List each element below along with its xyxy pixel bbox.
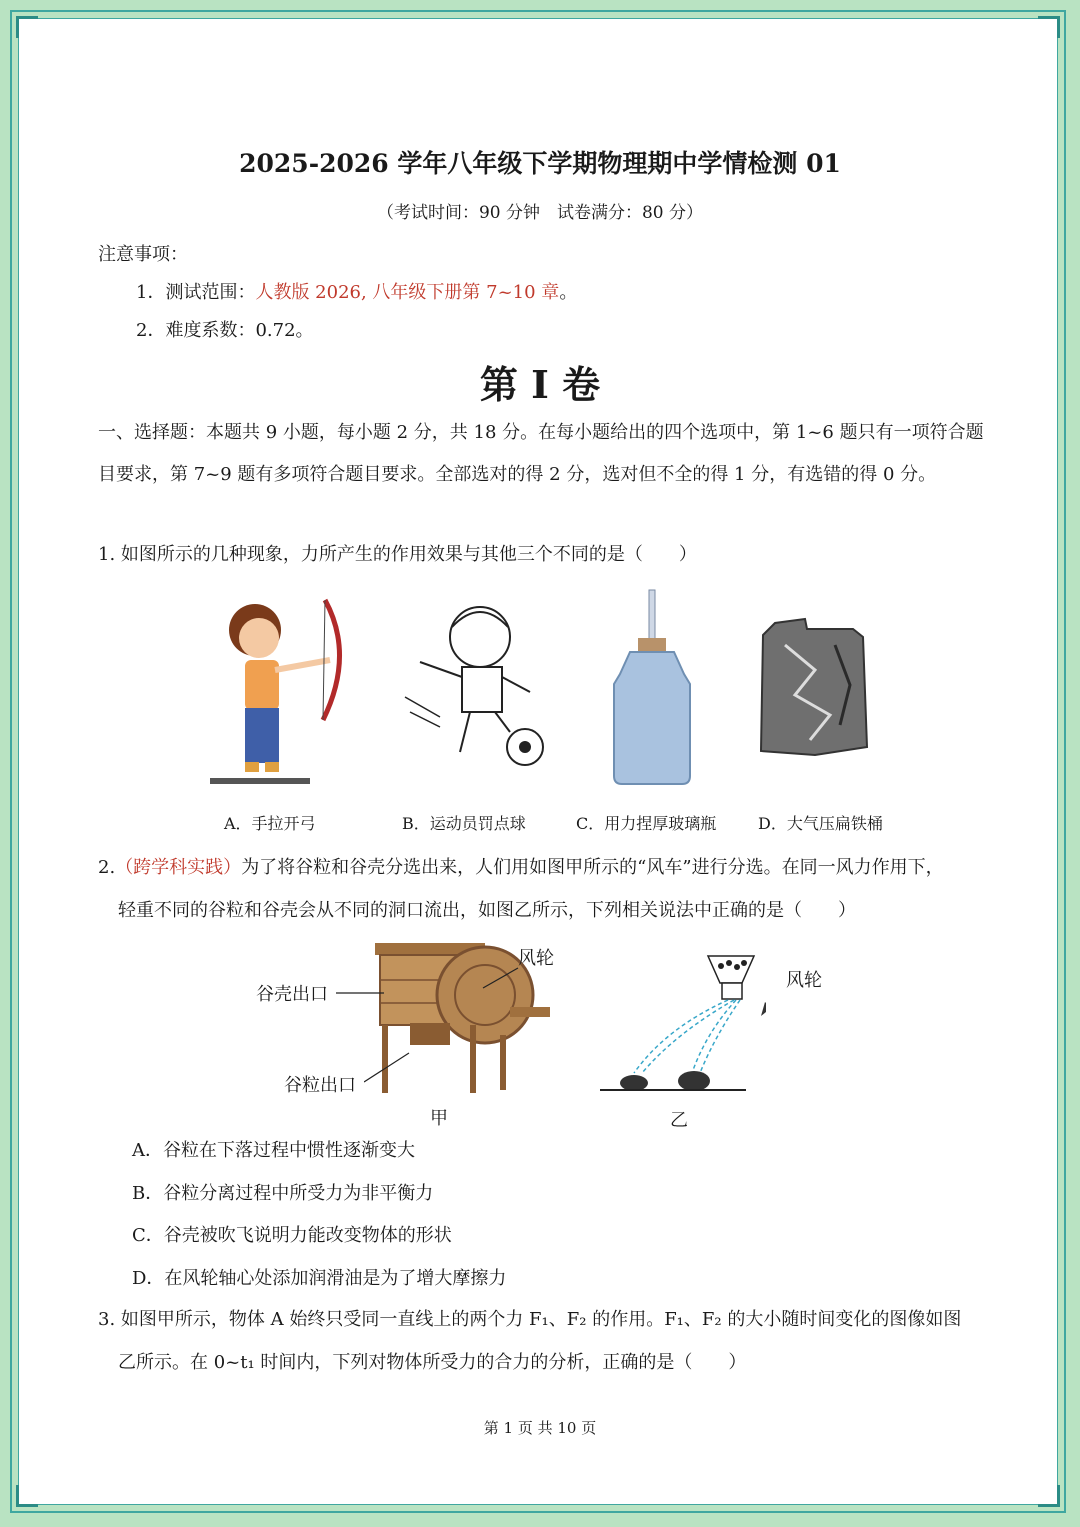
corner-ornament [16, 1485, 38, 1507]
note-item-1-scope: 人教版 2026, 八年级下册第 7~10 章 [255, 282, 560, 303]
label-wind-wheel: 风轮 [518, 948, 554, 969]
leader-line-wind-wheel [478, 966, 523, 991]
question-2-option-b: B．谷粒分离过程中所受力为非平衡力 [132, 1183, 434, 1204]
figure-label-jia: 甲 [430, 1108, 448, 1129]
glass-bottle-figure [610, 588, 695, 788]
question-3-stem-line1: 3. 如图甲所示，物体 A 始终只受同一直线上的两个力 F₁、F₂ 的作用。F₁、F₂ 的大小随时间变化的图像如图 [98, 1309, 962, 1330]
corner-ornament [16, 16, 38, 38]
leader-line-husk-outlet [336, 990, 386, 996]
question-3-stem-line2: 乙所示。在 0~t₁ 时间内，下列对物体所受力的合力的分析，正确的是（ ） [118, 1352, 747, 1373]
question-2-number: 2. [98, 857, 116, 878]
question-2-option-a: A．谷粒在下落过程中惯性逐渐变大 [132, 1140, 415, 1161]
label-husk-outlet: 谷壳出口 [256, 984, 328, 1005]
note-item-1-suffix: 。 [559, 282, 578, 303]
question-2-option-d: D．在风轮轴心处添加润滑油是为了增大摩擦力 [132, 1268, 507, 1289]
question-2-stem-line1 [98, 853, 944, 879]
note-item-1 [136, 278, 577, 304]
figure-label-yi: 乙 [670, 1110, 688, 1131]
corner-ornament [1038, 1485, 1060, 1507]
note-item-2: 2．难度系数：0.72。 [136, 320, 314, 341]
notes-heading: 注意事项： [98, 244, 188, 265]
boy-kicking-ball-figure [400, 592, 550, 772]
question-2-option-c: C．谷壳被吹飞说明力能改变物体的形状 [132, 1225, 452, 1246]
question-1-stem: 1. 如图所示的几种现象，力所产生的作用效果与其他三个不同的是（ ） [98, 544, 697, 565]
page-footer: 第 1 页 共 10 页 [483, 1419, 597, 1437]
note-item-1-prefix: 1．测试范围： [136, 282, 256, 303]
question-2-tag: （跨学科实践） [115, 857, 242, 878]
corner-ornament [1038, 16, 1060, 38]
label-grain-outlet: 谷粒出口 [284, 1075, 356, 1096]
q1-caption-c: C．用力捏厚玻璃瓶 [576, 814, 717, 833]
section-instructions: 一、选择题：本题共 9 小题，每小题 2 分，共 18 分。在每小题给出的四个选项中，第 1~6 题只有一项符合题目要求，第 7~9 题有多项符合题目要求。全部选对的得 2 分，选对但不全的得 1 分，有选错的得 0 分。 [98, 422, 984, 485]
q1-caption-d: D．大气压扁铁桶 [758, 814, 883, 833]
volume-heading: 第 I 卷 [479, 362, 601, 407]
exam-subtitle: （考试时间：90 分钟 试卷满分：80 分） [376, 203, 704, 223]
leader-line-grain-outlet [364, 1050, 414, 1085]
question-2-stem-line2: 轻重不同的谷粒和谷壳会从不同的洞口流出，如图乙所示，下列相关说法中正确的是（ ） [118, 900, 856, 921]
label-wind-wheel-2: 风轮 [786, 970, 822, 991]
archer-girl-figure [205, 590, 355, 790]
crushed-iron-can-figure [755, 615, 870, 760]
q1-caption-b: B．运动员罚点球 [402, 814, 526, 833]
exam-title: 2025-2026 学年八年级下学期物理期中学情检测 01 [239, 149, 841, 178]
grain-separation-diagram [596, 948, 766, 1103]
q1-caption-a: A．手拉开弓 [224, 814, 316, 833]
question-2-stem-text: 为了将谷粒和谷壳分选出来，人们用如图甲所示的“风车”进行分选。在同一风力作用下， [241, 857, 944, 878]
